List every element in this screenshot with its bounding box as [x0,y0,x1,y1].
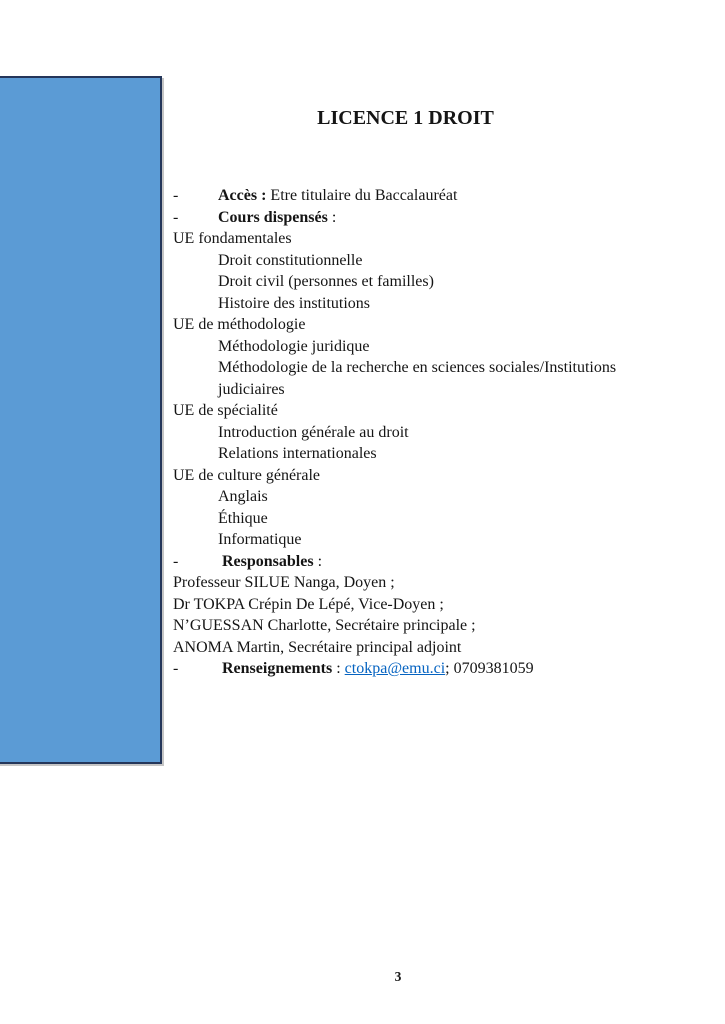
page-title: LICENCE 1 DROIT [317,107,494,129]
line-course [173,293,693,315]
text-segment: UE de spécialité [173,402,278,419]
line-course [173,357,693,379]
text-segment: N’GUESSAN Charlotte, Secrétaire principale ; [173,617,476,634]
bold-label: Accès : [218,187,267,204]
line-course [173,443,693,465]
line-acces [173,185,693,207]
text-segment: Etre titulaire du Baccalauréat [266,187,458,204]
line-ue-culture-generale [173,465,693,487]
text-segment: Relations internationales [218,445,377,462]
line-cours-dispenses [173,207,693,229]
line-responsable [173,615,693,637]
line-course [173,508,693,530]
blue-sidebar-rectangle [0,76,162,764]
text-segment: judiciaires [218,380,285,398]
text-segment: Éthique [218,509,268,527]
text-segment: Anglais [218,488,268,505]
text-segment: : [332,660,345,677]
page-number: 3 [394,969,402,984]
line-responsable [173,572,693,594]
list-dash: - [173,208,179,226]
text-segment: ANOMA Martin, Secrétaire principal adjoint [173,638,462,656]
line-course [173,336,693,358]
text-segment: Droit civil (personnes et familles) [218,273,434,290]
content-lines [173,185,693,680]
line-responsable [173,594,693,616]
line-course [173,250,693,272]
bold-label: Cours dispensés [218,208,328,226]
text-segment: UE de culture générale [173,466,321,484]
text-segment: UE de méthodologie [173,316,306,333]
list-dash: - [173,552,179,570]
line-responsables [173,551,693,573]
line-course [173,271,693,293]
list-dash: - [173,187,179,204]
text-segment: Informatique [218,531,302,548]
bold-label: Responsables [218,552,314,570]
text-segment: Dr TOKPA Crépin De Lépé, Vice-Doyen ; [173,595,444,613]
line-course-wrap [173,379,693,401]
email-link[interactable]: ctokpa@emu.ci [344,660,446,677]
text-segment: ; 0709381059 [445,660,534,677]
text-segment: Droit constitutionnelle [218,251,363,269]
line-course [173,486,693,508]
line-responsable [173,637,693,659]
text-segment: Histoire des institutions [218,294,370,312]
line-course [173,529,693,551]
line-renseignements [173,658,693,680]
line-ue-fondamentales [173,228,693,250]
line-ue-specialite [173,400,693,422]
text-segment: Professeur SILUE Nanga, Doyen ; [173,574,395,591]
text-segment: UE fondamentales [173,230,292,247]
list-dash: - [173,660,179,677]
bold-label: Renseignements [218,660,333,677]
line-course [173,422,693,444]
text-segment: Introduction générale au droit [218,423,409,441]
text-segment: Méthodologie juridique [218,337,370,355]
text-segment: Méthodologie de la recherche en sciences sociales/Institutions [218,359,617,376]
text-segment: : [313,552,323,570]
text-segment: : [327,208,337,226]
line-ue-methodologie [173,314,693,336]
